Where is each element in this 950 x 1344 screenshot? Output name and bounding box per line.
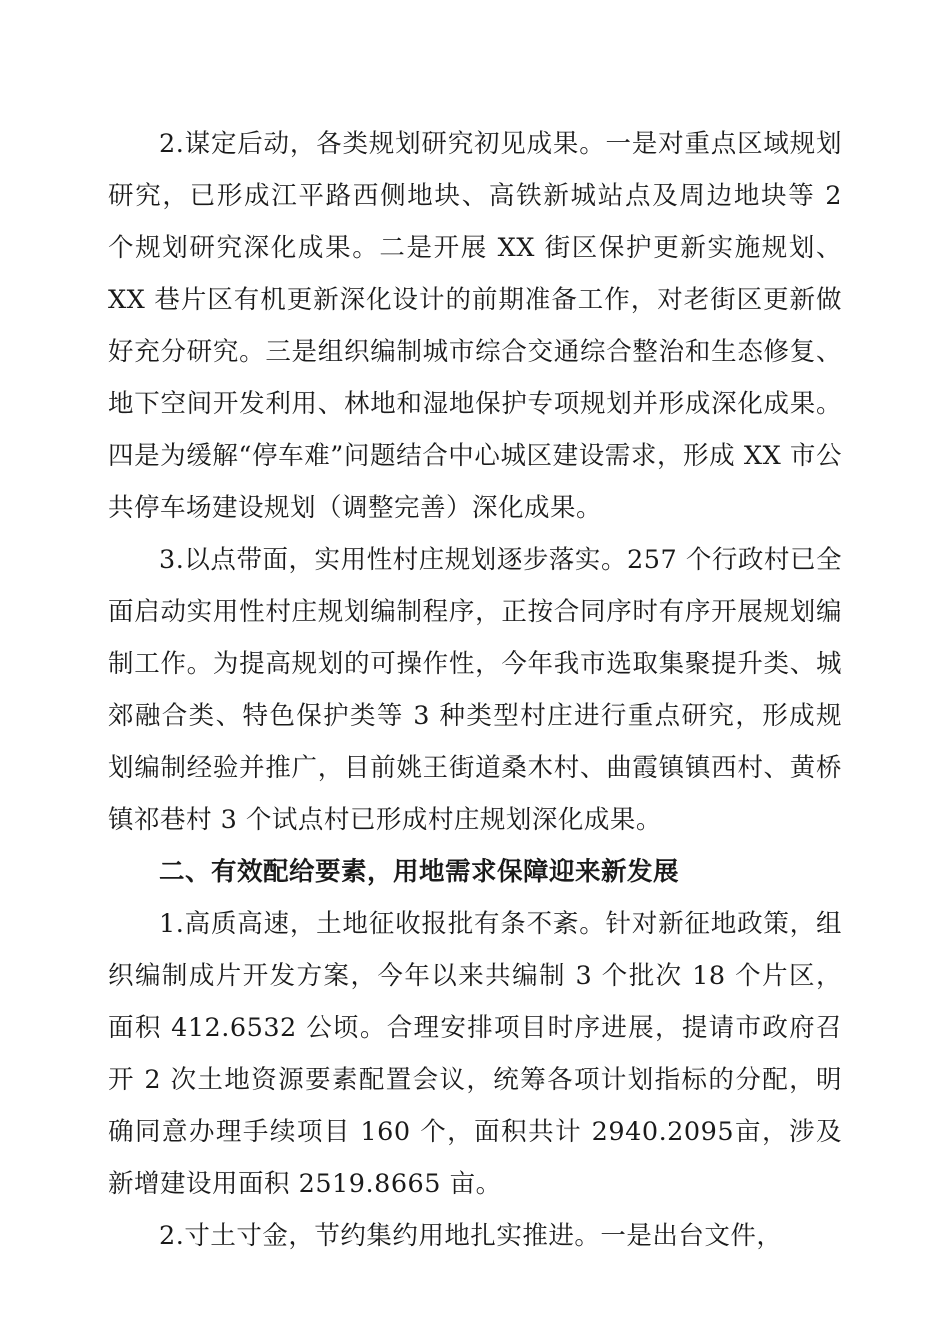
paragraph-5: 2.寸土寸金，节约集约用地扎实推进。一是出台文件， [159,1221,783,1251]
paragraph-1: 2.谋定后动，各类规划研究初见成果。一是对重点区域规划研究，已形成江平路西侧地块、高铁新城站点及周边地块等 2 个规划研究深化成果。二是开展 XX 街区保护更新实施规划、XX 巷片区有机更新深化设计的前期准备工作，对老街区更新做好充分研究。三是组织编制城市综合交通综合整治和生态修复、地下空间开发利用、林地和湿地保护专项规划并形成深化成果。四是为缓解“停车难”问题结合中心城区建设需求，形成 XX 市公共停车场建设规划（调整完善）深化成果。 [108,129,842,523]
paragraph-4: 1.高质高速，土地征收报批有条不紊。针对新征地政策，组织编制成片开发方案，今年以来共编制 3 个批次 18 个片区，面积 412.6532 公顷。合理安排项目时序进展，提请市政府召开 2 次土地资源要素配置会议，统筹各项计划指标的分配，明确同意办理手续项目 160 个，面积共计 2940.2095亩，涉及新增建设用面积 2519.8665 亩。 [108,909,842,1199]
section-heading-2: 二、有效配给要素，用地需求保障迎来新发展 [159,857,680,887]
paragraph-2: 3.以点带面，实用性村庄规划逐步落实。257 个行政村已全面启动实用性村庄规划编制程序，正按合同序时有序开展规划编制工作。为提高规划的可操作性，今年我市选取集聚提升类、城郊融合类、特色保护类等 3 种类型村庄进行重点研究，形成规划编制经验并推广，目前姚王街道桑木村、曲霞镇镇西村、黄桥镇祁巷村 3 个试点村已形成村庄规划深化成果。 [108,545,842,835]
document-body [108,118,842,1262]
